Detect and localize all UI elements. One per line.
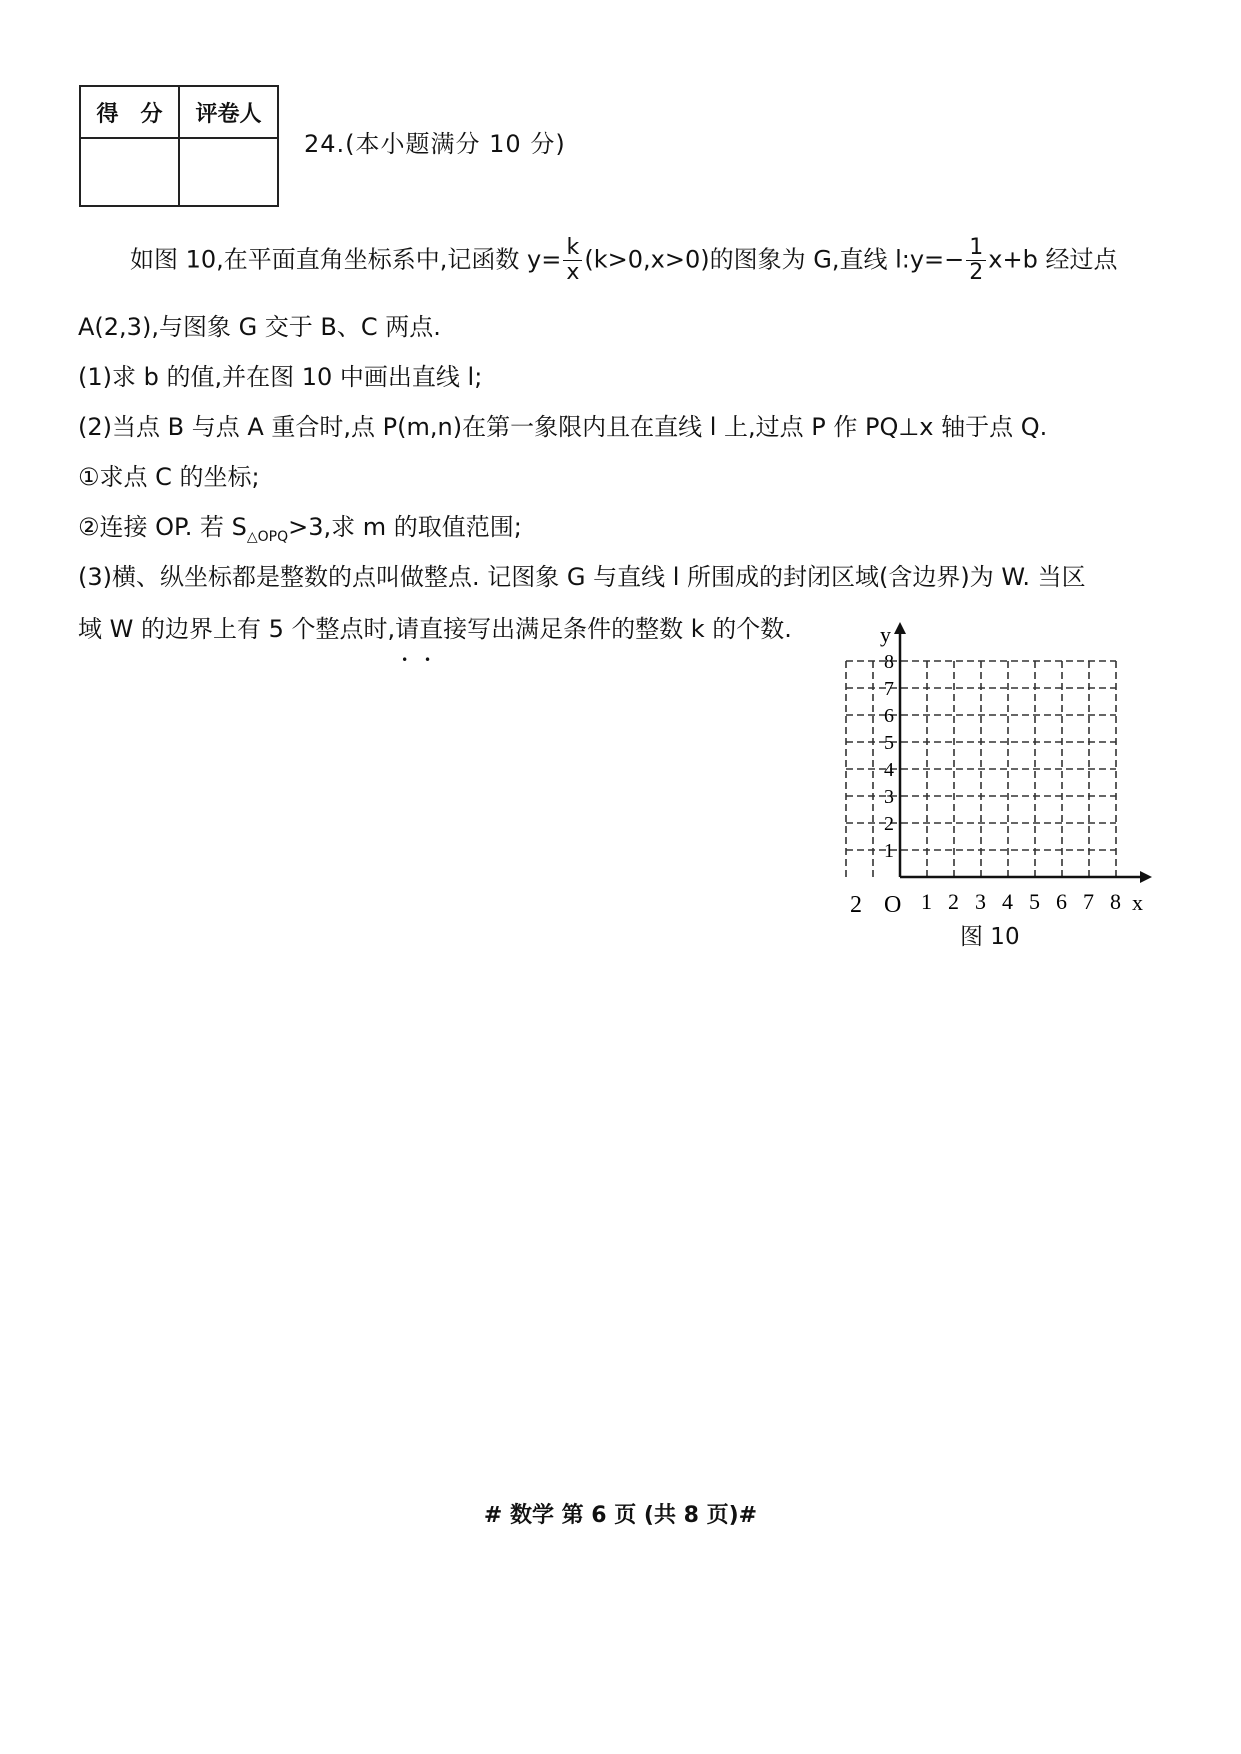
coordinate-figure (840, 620, 1160, 950)
fraction-k-over-x (563, 236, 582, 285)
x-tick-label: 7 (1083, 889, 1094, 914)
fraction-denominator: x (566, 260, 580, 285)
fraction-numerator: k (563, 236, 582, 261)
left-stray-label: 2 (850, 892, 862, 918)
y-axis-arrow (894, 622, 906, 634)
y-tick-label: 7 (884, 678, 894, 700)
part-1: (1)求 b 的值,并在图 10 中画出直线 l; (78, 363, 483, 391)
y-tick-label: 1 (884, 840, 894, 862)
y-tick-label: 3 (884, 786, 894, 808)
x-tick-label: 1 (921, 889, 932, 914)
x-axis-arrow (1140, 871, 1152, 883)
intro-text-c: x+b 经过点 (988, 245, 1118, 274)
x-tick-label: 4 (1002, 889, 1013, 914)
part-3-text-a: 域 W 的边界上有 5 个整点时, (78, 615, 396, 643)
question-intro (130, 236, 1117, 285)
part-2-2 (78, 510, 522, 554)
intro-text-b: (k>0,x>0)的图象为 G,直线 l:y=− (584, 245, 965, 274)
x-tick-label: 8 (1110, 889, 1121, 914)
x-tick-label: 3 (975, 889, 986, 914)
part-2-1: ①求点 C 的坐标; (78, 463, 260, 491)
y-tick-label: 5 (884, 732, 894, 754)
part-2-2-text-b: >3,求 m 的取值范围; (288, 513, 522, 541)
grader-cell (179, 138, 278, 206)
y-tick-label: 6 (884, 705, 894, 727)
x-tick-label: 6 (1056, 889, 1067, 914)
y-tick-label: 4 (884, 759, 894, 781)
page-footer: # 数学 第 6 页 (共 8 页)# (483, 1503, 758, 1528)
emphasis-dotted-text: 请直 • • (395, 615, 443, 643)
y-tick-label: 8 (884, 651, 894, 673)
part-3-line-1: (3)横、纵坐标都是整数的点叫做整点. 记图象 G 与直线 l 所围成的封闭区域(含边界)为 W. 当区 (78, 563, 1086, 591)
score-cell (80, 138, 179, 206)
part-3-text-c: 接写出满足条件的整数 k 的个数. (443, 615, 792, 643)
part-3-line-2 (78, 612, 792, 646)
figure-caption: 图 10 (960, 924, 1020, 950)
y-axis-label: y (880, 622, 891, 647)
x-axis-label: x (1132, 890, 1143, 915)
intro-line-2: A(2,3),与图象 G 交于 B、C 两点. (78, 313, 441, 341)
origin-label: O (884, 892, 902, 918)
fraction-numerator: 1 (966, 236, 986, 261)
score-table (79, 85, 279, 207)
y-tick-label: 2 (884, 813, 894, 835)
question-title: 24.(本小题满分 10 分) (304, 130, 566, 158)
part-2-2-text-a: ②连接 OP. 若 S (78, 513, 247, 541)
fraction-denominator: 2 (969, 260, 984, 285)
score-label: 得 分 (80, 86, 179, 138)
area-subscript: △OPQ (246, 528, 289, 545)
fraction-one-half (966, 236, 986, 285)
x-tick-label: 5 (1029, 889, 1040, 914)
x-tick-label: 2 (948, 889, 959, 914)
part-2: (2)当点 B 与点 A 重合时,点 P(m,n)在第一象限内且在直线 l 上,过点 P 作 PQ⊥x 轴于点 Q. (78, 413, 1048, 441)
grader-label: 评卷人 (179, 86, 278, 138)
intro-text-a: 如图 10,在平面直角坐标系中,记函数 y= (130, 245, 562, 274)
